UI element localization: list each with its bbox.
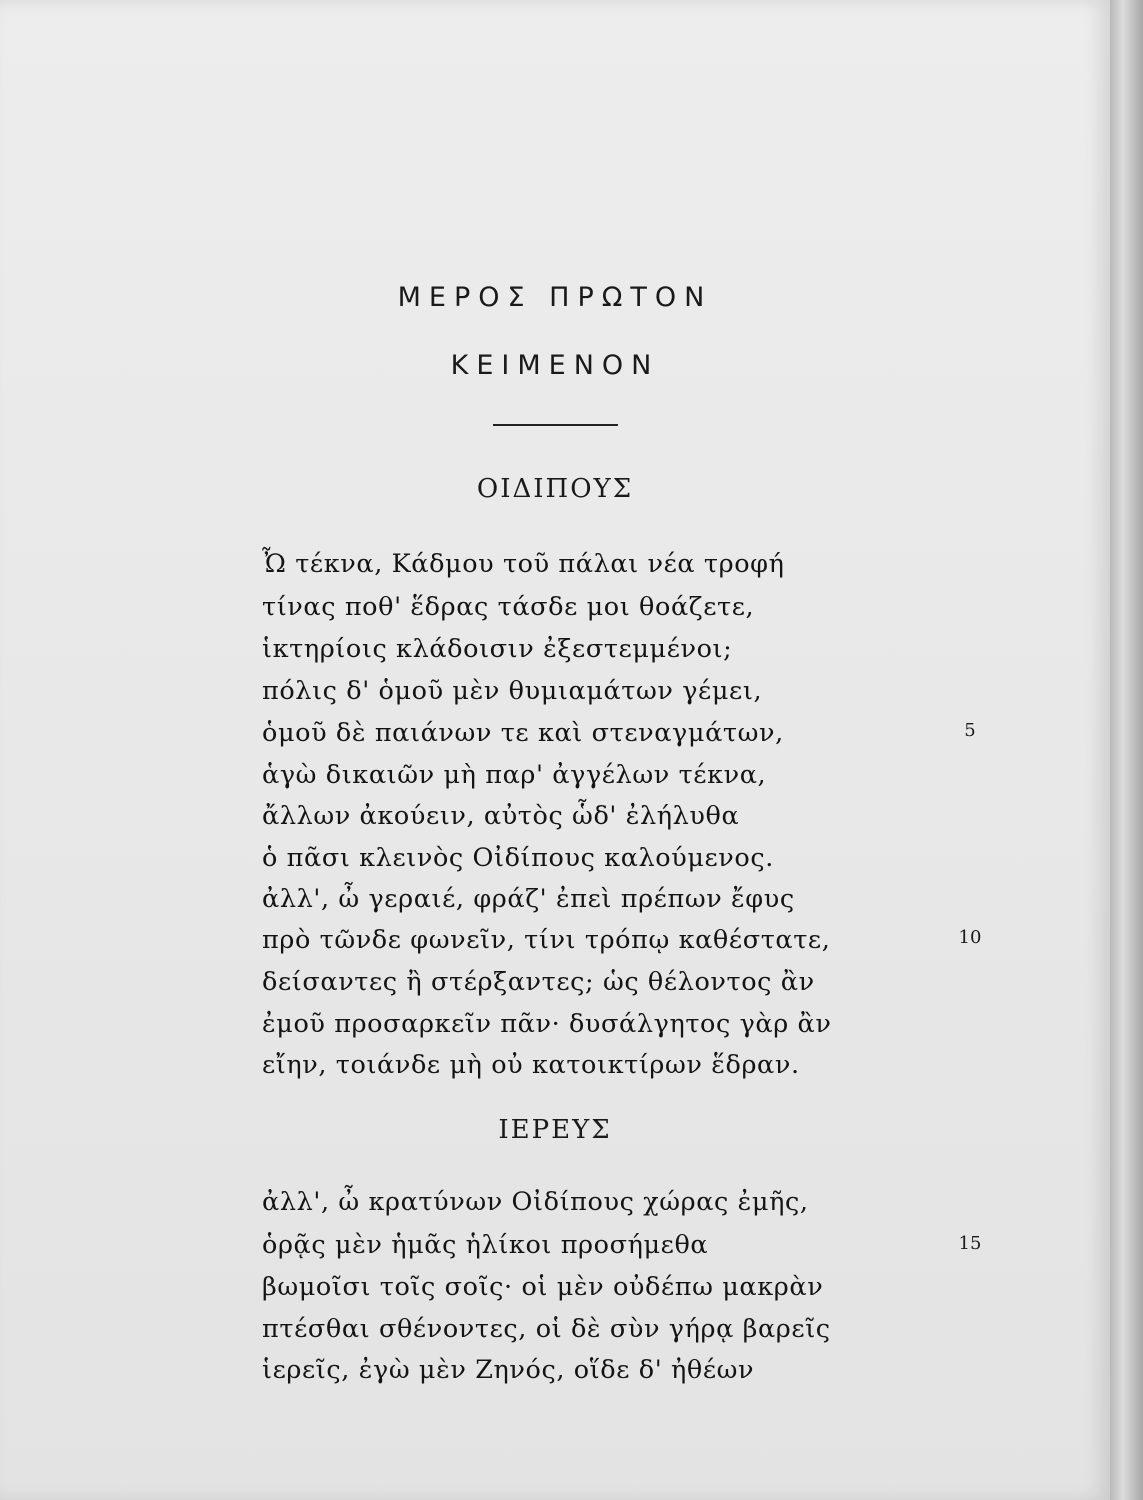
verse-line-18: ἱερεῖς, ἐγὼ μὲν Ζηνός, οἵδε δ' ἠθέων (262, 1355, 755, 1385)
page-edge (1110, 0, 1143, 1500)
verse-line-13: εἴην, τοιάνδε μὴ οὐ κατοικτίρων ἕδραν. (262, 1050, 800, 1080)
line-number: 10 (958, 927, 982, 948)
verse-line-6: ἁγὼ δικαιῶν μὴ παρ' ἀγγέλων τέκνα, (262, 760, 767, 790)
verse-line-5: ὁμοῦ δὲ παιάνων τε καὶ στεναγμάτων, (262, 718, 784, 748)
verse-line-16: βωμοῖσι τοῖς σοῖς· οἱ μὲν οὐδέπω μακρὰν (262, 1272, 824, 1302)
section-title: ΚΕΙΜΕΝΟΝ (450, 350, 660, 381)
verse-line-8: ὁ πᾶσι κλεινὸς Οἰδίπους καλούμενος. (262, 843, 774, 873)
verse-line-10: πρὸ τῶνδε φωνεῖν, τίνι τρόπῳ καθέστατε, (262, 925, 831, 955)
line-number: 5 (964, 720, 976, 741)
verse-line-7: ἄλλων ἀκούειν, αὐτὸς ὧδ' ἐλήλυθα (262, 801, 740, 831)
line-number: 15 (958, 1233, 982, 1254)
verse-line-4: πόλις δ' ὁμοῦ μὲν θυμιαμάτων γέμει, (262, 676, 763, 706)
verse-line-12: ἐμοῦ προσαρκεῖν πᾶν· δυσάλγητος γὰρ ἂν (262, 1009, 832, 1039)
verse-line-17: πτέσθαι σθένοντες, οἱ δὲ σὺν γήρᾳ βαρεῖς (262, 1314, 831, 1344)
verse-line-3: ἱκτηρίοις κλάδοισιν ἐξεστεμμένοι; (262, 634, 733, 664)
speaker-name-priest: ΙΕΡΕΥΣ (498, 1115, 612, 1145)
verse-line-2: τίνας ποθ' ἕδρας τάσδε μοι θοάζετε, (262, 592, 755, 622)
verse-line-9: ἀλλ', ὦ γεραιέ, φράζ' ἐπεὶ πρέπων ἔφυς (262, 884, 795, 914)
verse-line-14: ἀλλ', ὦ κρατύνων Οἰδίπους χώρας ἐμῆς, (262, 1187, 809, 1217)
verse-line-15: ὁρᾷς μὲν ἡμᾶς ἡλίκοι προσήμεθα (262, 1230, 709, 1260)
verse-line-1: Ὦ τέκνα, Κάδμου τοῦ πάλαι νέα τροφή (262, 549, 785, 579)
verse-line-11: δείσαντες ἢ στέρξαντες; ὡς θέλοντος ἂν (262, 967, 815, 997)
speaker-name-oedipus: ΟΙΔΙΠΟΥΣ (476, 474, 634, 504)
part-title: ΜΕΡΟΣ ΠΡΩΤΟΝ (397, 282, 713, 313)
title-divider (493, 424, 618, 426)
